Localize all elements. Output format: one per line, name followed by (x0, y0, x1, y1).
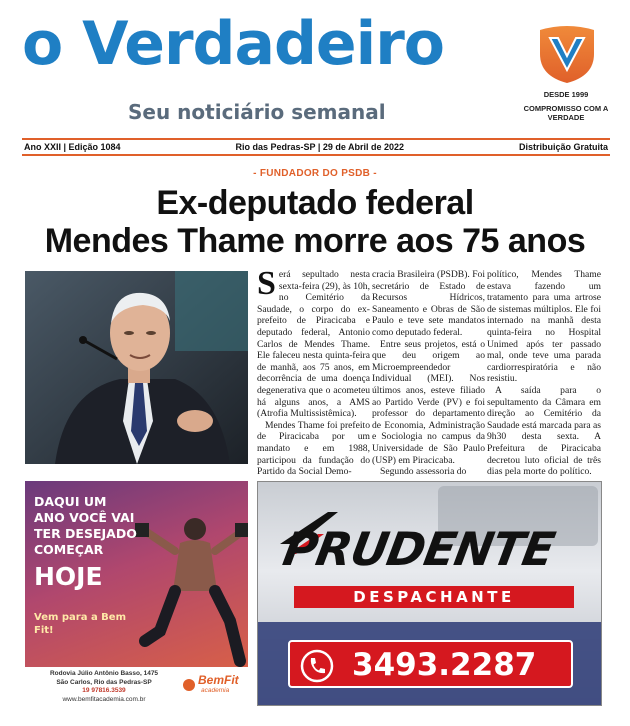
gym-phone[interactable]: 19 97816.3539 (82, 687, 126, 695)
article-photo[interactable] (25, 271, 248, 464)
gym-footer (25, 667, 248, 706)
prudente-phone-box[interactable] (288, 640, 573, 688)
prudente-advertisement[interactable] (257, 481, 602, 706)
gym-website[interactable]: www.bemfitacademia.com.br (62, 695, 146, 703)
athlete-illustration (135, 501, 248, 667)
article-paragraph: Entre seus projetos, está o que deu origem ao Microempreendedor Individual (MEI). Nos últimos anos, esteve filiado ao Partido Verde (PV) e foi professor do departamento de Economia, Administração e Sociologia no campus da Universidade de São Paulo (USP) em Piracicaba. (372, 338, 485, 466)
v-seal-icon (536, 24, 598, 84)
gym-address-line: Rodovia Júlio Antônio Basso, 1475 (49, 670, 159, 677)
distribution-note: Distribuição Gratuita (518, 142, 608, 152)
bemfit-logo (183, 671, 243, 699)
gym-call-to-action: Vem para a Bem Fit! (34, 612, 126, 636)
article-column-3 (487, 269, 601, 478)
seal-motto: COMPROMISSO COM A VERDADE (523, 104, 609, 122)
article-column-1 (257, 265, 370, 478)
article-paragraph: Segundo assessoria do (380, 466, 467, 478)
masthead (0, 0, 630, 135)
portrait-illustration (25, 271, 248, 464)
prudente-service: DESPACHANTE (294, 586, 574, 608)
headline-line-1: Ex-deputado federal (156, 184, 474, 222)
article-headline[interactable] (0, 184, 630, 260)
edition-number: Ano XXII | Edição 1084 (24, 142, 121, 152)
article-paragraph: cracia Brasileira (PSDB). Foi secretário de Estado de Recursos Hídricos, Saneamento e Obras de São Paulo e teve sete mandatos como deputado federal. (372, 269, 485, 338)
place-date: Rio das Pedras-SP | 29 de Abril de 2022 (235, 142, 405, 152)
bemfit-logo-tag: academia (201, 687, 230, 694)
newspaper-title[interactable]: o Verdadeiro (22, 9, 445, 79)
edition-info-bar (22, 138, 610, 156)
article-paragraph: Será sepultado nesta sexta-feira (29), às 10h, no Cemitério da Saudade, o corpo do ex-prefeito de Piracicaba e deputado federal, Antonio Carlos de Mendes Thame. Ele faleceu nesta quinta-feira de manhã, aos 75 anos, em decorrência de uma doença degenerativa que o acometeu há alguns anos, a AMS (Atrofia Multissistêmica). (257, 265, 370, 420)
article-paragraph: político, Mendes Thame estava fazendo um tratamento para uma artrose de sistemas múltiplos. Ele foi internado na manhã desta quinta-feira no Hospital Unimed após ter passado mal, onde teve uma parada cardiorrespiratória e não resistiu. (487, 269, 601, 385)
gym-slogan-line: COMEÇAR (34, 542, 104, 557)
seal-since: DESDE 1999 (543, 90, 589, 99)
article-column-2 (372, 269, 485, 478)
article-paragraph: A saída para o sepultamento da Câmara em direção ao Cemitério da Saudade está marcada para as 9h30 desta sexta. A Prefeitura de Piracicaba decretou luto oficial de três dias pela morte do político. (487, 384, 601, 478)
gym-address-line: São Carlos, Rio das Pedras-SP (56, 678, 152, 686)
gym-slogan-line: DAQUI UM (34, 494, 107, 509)
gym-advertisement[interactable] (25, 481, 248, 706)
newspaper-subtitle: Seu noticiário semanal (128, 100, 386, 124)
prudente-brand: PRUDENTE (279, 522, 559, 576)
gym-slogan (34, 494, 144, 592)
gym-slogan-highlight: HOJE (34, 562, 103, 591)
article-paragraph: Mendes Thame foi prefeito de Piracicaba por um mandato e em 1988, participou da fundação do Partido da Social Demo- (257, 419, 370, 478)
prudente-phone: 3493.2287 (352, 647, 537, 683)
article-kicker: - FUNDADOR DO PSDB - (253, 168, 377, 179)
phone-icon (300, 649, 334, 683)
gym-contact (29, 670, 179, 704)
headline-line-2: Mendes Thame morre aos 75 anos (44, 222, 586, 261)
bemfit-logo-text: BemFit (198, 673, 239, 687)
gym-slogan-line: ANO VOCÊ VAI (34, 510, 135, 525)
gym-slogan-line: TER DESEJADO (34, 526, 137, 541)
dropcap: S (257, 265, 276, 302)
